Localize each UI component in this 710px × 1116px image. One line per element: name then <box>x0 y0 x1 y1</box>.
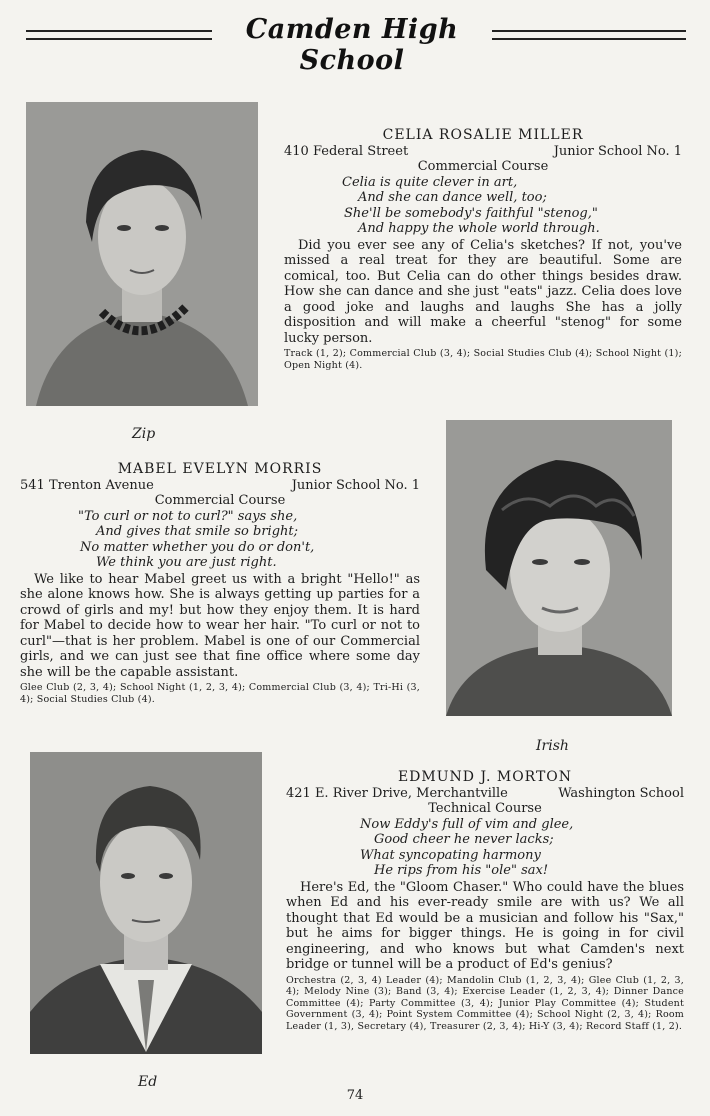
verse-line: Now Eddy's full of vim and glee, <box>360 816 574 832</box>
previous-school: Junior School No. 1 <box>553 143 682 159</box>
nickname-edmund: Ed <box>138 1074 158 1090</box>
portrait-photo-mabel <box>446 420 672 716</box>
verse <box>20 509 420 571</box>
verse-line: What syncopating harmony <box>360 847 541 863</box>
verse-line: Good cheer he never lacks; <box>374 832 554 847</box>
entry-edmund-morton <box>286 770 684 1032</box>
page-header <box>0 12 710 76</box>
address-line <box>286 786 684 802</box>
course-name: Commercial Course <box>154 493 286 508</box>
course-name: Commercial Course <box>417 159 549 174</box>
verse-line: And she can dance well, too; <box>358 190 547 205</box>
verse <box>284 175 682 237</box>
previous-school: Washington School <box>558 785 684 801</box>
activities: Track (1, 2); Commercial Club (3, 4); Social Studies Club (4); School Night (1); Open Night (4). <box>284 348 682 371</box>
nickname-celia: Zip <box>132 426 156 442</box>
entry-mabel-morris <box>20 462 420 705</box>
previous-school: Junior School No. 1 <box>291 477 420 493</box>
header-rule-right-top <box>492 30 686 32</box>
student-name: CELIA ROSALIE MILLER <box>382 127 584 143</box>
student-address: 410 Federal Street <box>284 143 409 159</box>
verse-line: And happy the whole world through. <box>358 221 600 236</box>
portrait-photo-edmund <box>30 752 262 1054</box>
header-rule-left-bottom <box>26 38 212 40</box>
verse-line: No matter whether you do or don't, <box>80 539 315 555</box>
header-rule-right-bottom <box>492 38 686 40</box>
portrait-photo-celia <box>26 102 258 406</box>
biography: Did you ever see any of Celia's sketches? If not, you've missed a real treat for they are beautiful. Some are comical, too. But Celia can do other things besides draw. How she can dance and she just "eats" jazz. Celia does love a good joke and laughs and laughs She has a jolly disposition and will make a cheerful "stenog" for some lucky person. <box>284 237 682 346</box>
verse-line: Celia is quite clever in art, <box>342 174 518 190</box>
course-name: Technical Course <box>428 801 542 816</box>
student-address: 541 Trenton Avenue <box>20 477 154 493</box>
verse-line: And gives that smile so bright; <box>96 524 299 539</box>
page-title: Camden High School <box>245 14 459 76</box>
activities: Orchestra (2, 3, 4) Leader (4); Mandolin Club (1, 2, 3, 4); Glee Club (1, 2, 3, 4); Melody Nine (3); Band (3, 4); Exercise Leader (1, 2, 3, 4); Dinner Dance Committee (4); Party Committee (3, 4); Junior Play Committee (4); Student Government (3, 4); Point System Committee (4); School Night (2, 3, 4); Room Leader (1, 3), Secretary (4), Treasurer (2, 3, 4); Hi-Y (3, 4); Record Staff (1, 2). <box>286 974 684 1032</box>
biography: We like to hear Mabel greet us with a bright "Hello!" as she alone knows how. She is always getting up parties for a crowd of girls and my! but how they enjoy them. It is hard for Mabel to decide how to wear her hair. "To curl or not to curl"—that is her problem. Mabel is one of our Commercial girls, and we can just see that fine office where some day she will be the capable assistant. <box>20 571 420 680</box>
verse-line: We think you are just right. <box>96 555 277 570</box>
student-address: 421 E. River Drive, Merchantville <box>286 785 508 801</box>
page-number: 74 <box>346 1088 364 1103</box>
student-name: EDMUND J. MORTON <box>397 769 573 785</box>
verse-line: "To curl or not to curl?" says she, <box>78 508 298 524</box>
header-rule-left-top <box>26 30 212 32</box>
address-line <box>20 478 420 494</box>
entry-celia-miller <box>284 128 682 371</box>
address-line <box>284 144 682 160</box>
verse <box>286 817 684 879</box>
activities: Glee Club (2, 3, 4); School Night (1, 2, 3, 4); Commercial Club (3, 4); Tri-Hi (3, 4); Social Studies Club (4). <box>20 682 420 705</box>
student-name: MABEL EVELYN MORRIS <box>117 461 323 477</box>
biography: Here's Ed, the "Gloom Chaser." Who could have the blues when Ed and his ever-ready smile are with us? We all thought that Ed would be a musician and follow his "Sax," but he aims for bigger things. He is going in for civil engineering, and who knows but what Camden's next bridge or tunnel will be a product of Ed's genius? <box>286 879 684 972</box>
verse-line: She'll be somebody's faithful "stenog," <box>344 205 598 221</box>
nickname-mabel: Irish <box>536 738 569 754</box>
verse-line: He rips from his "ole" sax! <box>374 863 549 878</box>
